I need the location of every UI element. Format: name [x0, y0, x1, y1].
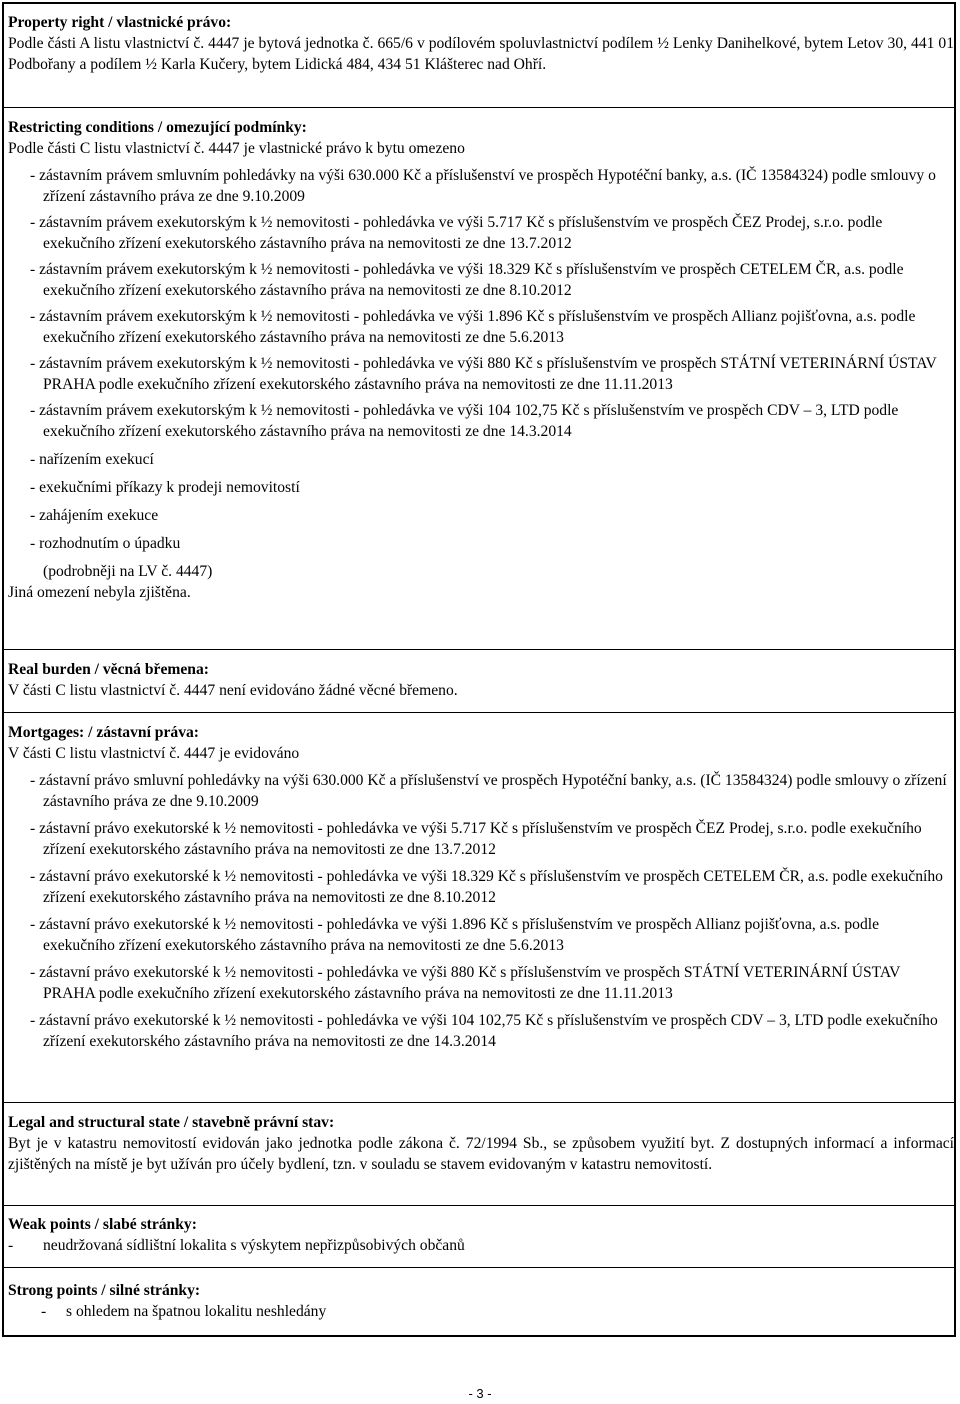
restriction-item: - nařízením exekucí [30, 451, 154, 468]
restricting-section [8, 117, 954, 603]
mortgages-heading: Mortgages: / zástavní práva: [8, 724, 199, 741]
section-divider [4, 107, 956, 108]
restricting-intro: Podle části C listu vlastnictví č. 4447 je vlastnické právo k bytu omezeno [8, 140, 465, 157]
mortgage-item: - zástavní právo exekutorské k ½ nemovitosti - pohledávka ve výši 5.717 Kč s příslušenstvím ve prospěch ČEZ Prodej, s.r.o. podle exekučního zřízení exekutorského zástavního práva na nemovitosti ze dne 13.7.2012 [30, 820, 922, 858]
restriction-item: - zahájením exekuce [30, 507, 159, 524]
legal-state-section [8, 1112, 954, 1175]
section-divider [4, 1267, 956, 1268]
section-divider [4, 1102, 956, 1103]
section-divider [4, 649, 956, 650]
mortgage-item: - zástavní právo exekutorské k ½ nemovitosti - pohledávka ve výši 880 Kč s příslušenstvím ve prospěch STÁTNÍ VETERINÁRNÍ ÚSTAV PRAHA podle exekučního zřízení exekutorského zástavního práva na nemovitosti ze dne 11.11.2013 [30, 964, 901, 1002]
mortgages-intro: V části C listu vlastnictví č. 4447 je evidováno [8, 745, 300, 762]
legal-state-heading: Legal and structural state / stavebně právní stav: [8, 1114, 335, 1131]
section-divider [4, 712, 956, 713]
section-divider [4, 1205, 956, 1206]
property-right-text: Podle části A listu vlastnictví č. 4447 je bytová jednotka č. 665/6 v podílovém spoluvlastnictví podílem ½ Lenky Danihelkové, bytem Letov 30, 441 01 Podbořany a podílem ½ Karla Kučery, bytem Lidická 484, 434 51 Klášterec nad Ohří. [8, 35, 954, 73]
property-right-section [8, 12, 954, 75]
mortgages-section [8, 722, 954, 1052]
real-burden-section [8, 659, 954, 701]
strong-point-bullet: - [41, 1303, 47, 1320]
weak-points-heading: Weak points / slabé stránky: [8, 1216, 197, 1233]
weak-point-item [8, 1235, 954, 1256]
restricting-heading: Restricting conditions / omezující podmínky: [8, 119, 307, 136]
restriction-item: - zástavním právem exekutorským k ½ nemovitosti - pohledávka ve výši 880 Kč s příslušenstvím ve prospěch STÁTNÍ VETERINÁRNÍ ÚSTAV PRAHA podle exekučního zřízení exekutorského zástavního práva na nemovitosti ze dne 11.11.2013 [30, 355, 937, 393]
mortgage-item: - zástavní právo exekutorské k ½ nemovitosti - pohledávka ve výši 18.329 Kč s příslušenstvím ve prospěch CETELEM ČR, a.s. podle exekučního zřízení exekutorského zástavního práva na nemovitosti ze dne 8.10.2012 [30, 868, 943, 906]
page-number: - 3 - [468, 1386, 492, 1401]
property-right-heading: Property right / vlastnické právo: [8, 14, 232, 31]
mortgage-item: - zástavní právo exekutorské k ½ nemovitosti - pohledávka ve výši 1.896 Kč s příslušenstvím ve prospěch Allianz pojišťovna, a.s. podle exekučního zřízení exekutorského zástavního práva na nemovitosti ze dne 5.6.2013 [30, 916, 879, 954]
weak-points-section [8, 1214, 954, 1256]
strong-point-item [8, 1301, 954, 1322]
restriction-item: - zástavním právem exekutorským k ½ nemovitosti - pohledávka ve výši 1.896 Kč s příslušenstvím ve prospěch Allianz pojišťovna, a.s. podle exekučního zřízení exekutorského zástavního práva na nemovitosti ze dne 5.6.2013 [30, 308, 916, 346]
restriction-other-note: Jiná omezení nebyla zjištěna. [8, 584, 191, 601]
strong-points-section [8, 1280, 954, 1322]
mortgage-item: - zástavní právo exekutorské k ½ nemovitosti - pohledávka ve výši 104 102,75 Kč s příslušenstvím ve prospěch CDV – 3, LTD podle exekučního zřízení exekutorského zástavního práva na nemovitosti ze dne 14.3.2014 [30, 1012, 938, 1050]
restriction-item: - zástavním právem exekutorským k ½ nemovitosti - pohledávka ve výši 18.329 Kč s příslušenstvím ve prospěch CETELEM ČR, a.s. podle exekučního zřízení exekutorského zástavního práva na nemovitosti ze dne 8.10.2012 [30, 261, 904, 299]
restriction-item: - zástavním právem exekutorským k ½ nemovitosti - pohledávka ve výši 104 102,75 Kč s příslušenstvím ve prospěch CDV – 3, LTD podle exekučního zřízení exekutorského zástavního práva na nemovitosti ze dne 14.3.2014 [30, 402, 899, 440]
restriction-item: - zástavním právem exekutorským k ½ nemovitosti - pohledávka ve výši 5.717 Kč s příslušenstvím ve prospěch ČEZ Prodej, s.r.o. podle exekučního zřízení exekutorského zástavního práva na nemovitosti ze dne 13.7.2012 [30, 214, 883, 252]
legal-state-text: Byt je v katastru nemovitostí evidován jako jednotka podle zákona č. 72/1994 Sb., se způsobem využití byt. Z dostupných informací a informací zjištěných na místě je byt užíván pro účely bydlení, tzn. v souladu se stavem evidovaným v katastru nemovitostí. [8, 1135, 954, 1173]
restriction-item: - rozhodnutím o úpadku [30, 535, 181, 552]
restriction-detail-note: (podrobněji na LV č. 4447) [43, 563, 213, 580]
weak-point-text: neudržovaná sídlištní lokalita s výskytem nepřizpůsobivých občanů [43, 1237, 465, 1254]
mortgage-item: - zástavní právo smluvní pohledávky na výši 630.000 Kč a příslušenství ve prospěch Hypotéční banky, a.s. (IČ 13584324) podle smlouvy o zřízení zástavního práva ze dne 9.10.2009 [30, 772, 947, 810]
restriction-item: - zástavním právem smluvním pohledávky na výši 630.000 Kč a příslušenství ve prospěch Hypotéční banky, a.s. (IČ 13584324) podle smlouvy o zřízení zástavního práva ze dne 9.10.2009 [30, 167, 936, 205]
real-burden-heading: Real burden / věcná břemena: [8, 661, 209, 678]
strong-points-heading: Strong points / silné stránky: [8, 1282, 201, 1299]
weak-point-bullet: - [8, 1237, 14, 1254]
restriction-item: - exekučními příkazy k prodeji nemovitostí [30, 479, 300, 496]
real-burden-text: V části C listu vlastnictví č. 4447 není evidováno žádné věcné břemeno. [8, 682, 458, 699]
strong-point-text: s ohledem na špatnou lokalitu neshledány [66, 1303, 327, 1320]
